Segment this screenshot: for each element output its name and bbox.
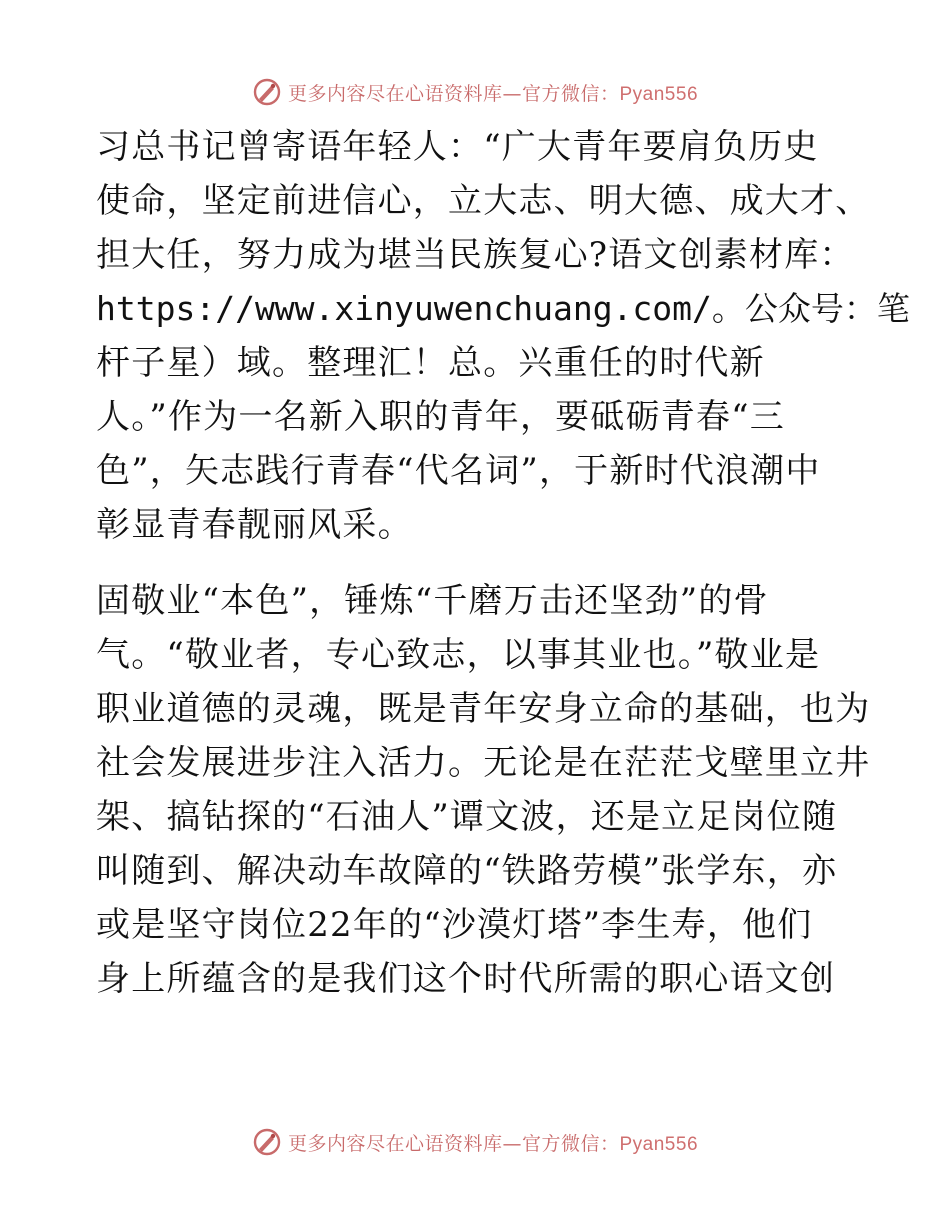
paragraph-1 xyxy=(96,120,910,552)
pen-logo-icon xyxy=(252,1127,282,1157)
text-line: 使命，坚定前进信心，立大志、明大德、成大才、 xyxy=(96,181,871,221)
text-line: 或是坚守岗位22年的“沙漠灯塔”李生寿，他们 xyxy=(96,905,813,945)
text-line: 人。”作为一名新入职的青年，要砥砺青春“三 xyxy=(96,397,785,437)
watermark-text: 更多内容尽在心语资料库—官方微信：Pyan556 xyxy=(287,1132,699,1155)
document-body xyxy=(96,120,910,1006)
paragraph-gap xyxy=(96,552,856,574)
text-line: 杆子星）域。整理汇！总。兴重任的时代新 xyxy=(96,343,765,383)
watermark-text: 更多内容尽在心语资料库—官方微信：Pyan556 xyxy=(287,82,699,105)
pen-logo-icon xyxy=(252,77,282,107)
text-line: 社会发展进步注入活力。无论是在茫茫戈壁里立井 xyxy=(96,743,871,783)
header-watermark xyxy=(0,72,950,112)
text-line: 职业道德的灵魂，既是青年安身立命的基础，也为 xyxy=(96,689,871,729)
text-line: 彰显青春靓丽风采。 xyxy=(96,505,413,545)
text-line: 色”，矢志践行青春“代名词”，于新时代浪潮中 xyxy=(96,451,821,491)
text-line: 习总书记曾寄语年轻人：“广大青年要肩负历史 xyxy=(96,127,819,167)
footer-watermark xyxy=(0,1122,950,1162)
text-line: 气。“敬业者，专心致志，以事其业也。”敬业是 xyxy=(96,635,821,675)
text-line: 身上所蕴含的是我们这个时代所需的职心语文创 xyxy=(96,959,836,999)
paragraph-2 xyxy=(96,574,871,1006)
text-line: 固敬业“本色”，锤炼“千磨万击还坚劲”的骨 xyxy=(96,581,769,621)
text-line: 叫随到、解决动车故障的“铁路劳模”张学东，亦 xyxy=(96,851,838,891)
text-line-url: https://www.xinyuwenchuang.com/。公众号：笔 xyxy=(96,289,910,328)
text-line: 架、搞钻探的“石油人”谭文波，还是立足岗位随 xyxy=(96,797,838,837)
text-line: 担大任，努力成为堪当民族复心?语文创素材库： xyxy=(96,235,855,275)
